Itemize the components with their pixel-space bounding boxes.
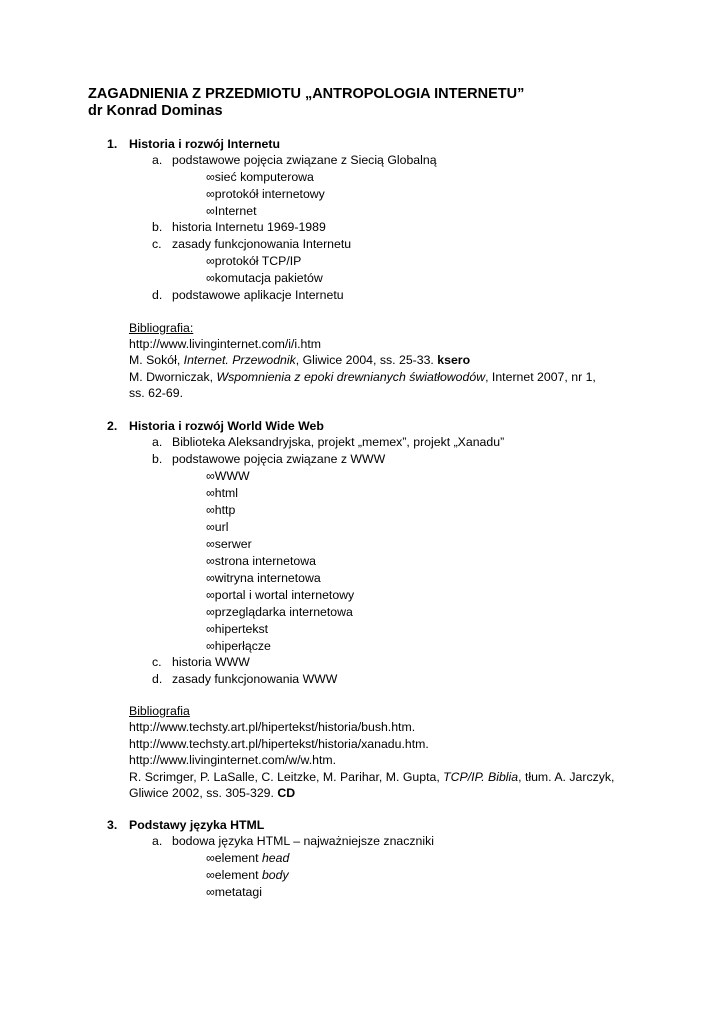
infinity-bullet-icon: ∞ — [206, 588, 215, 602]
document-title: ZAGADNIENIA Z PRZEDMIOTU „ANTROPOLOGIA INTERNETU” — [88, 86, 525, 102]
document-author: dr Konrad Dominas — [88, 103, 223, 119]
infinity-bullet-icon: ∞ — [206, 271, 215, 285]
infinity-bullet-icon: ∞ — [206, 571, 215, 585]
list-item: ∞komutacja pakietów — [206, 271, 323, 285]
infinity-bullet-icon: ∞ — [206, 868, 215, 882]
item-label: b. — [152, 452, 163, 466]
item-label: c. — [152, 237, 162, 251]
infinity-bullet-icon: ∞ — [206, 885, 215, 899]
bibliography-link[interactable]: http://www.livinginternet.com/i/i.htm — [129, 337, 322, 351]
section-number: 2. — [107, 419, 118, 433]
bibliography-link[interactable]: http://www.techsty.art.pl/hipertekst/historia/bush.htm. — [129, 720, 416, 734]
item-text: historia Internetu 1969-1989 — [172, 220, 326, 234]
list-item: ∞strona internetowa — [206, 554, 316, 568]
list-item: ∞html — [206, 486, 239, 500]
infinity-bullet-icon: ∞ — [206, 486, 215, 500]
item-text: zasady funkcjonowania Internetu — [172, 237, 352, 251]
item-text: podstawowe pojęcia związane z WWW — [172, 452, 386, 466]
list-item: ∞serwer — [206, 537, 252, 551]
bibliography-entry-continued: Gliwice 2002, ss. 305-329. CD — [129, 786, 296, 800]
item-text: zasady funkcjonowania WWW — [172, 672, 338, 686]
infinity-bullet-icon: ∞ — [206, 204, 215, 218]
list-item: ∞element head — [206, 851, 290, 865]
list-item: ∞WWW — [206, 469, 250, 483]
item-label: d. — [152, 672, 163, 686]
item-label: a. — [152, 834, 163, 848]
item-text: Biblioteka Aleksandryjska, projekt „memex”, projekt „Xanadu” — [172, 435, 505, 449]
list-item: ∞metatagi — [206, 885, 262, 899]
infinity-bullet-icon: ∞ — [206, 503, 215, 517]
list-item: ∞element body — [206, 868, 289, 882]
section-number: 1. — [107, 137, 118, 151]
infinity-bullet-icon: ∞ — [206, 520, 215, 534]
item-text: podstawowe pojęcia związane z Siecią Globalną — [172, 153, 437, 167]
item-label: c. — [152, 655, 162, 669]
infinity-bullet-icon: ∞ — [206, 851, 215, 865]
list-item: ∞http — [206, 503, 236, 517]
bibliography-link[interactable]: http://www.techsty.art.pl/hipertekst/historia/xanadu.htm. — [129, 737, 429, 751]
item-label: a. — [152, 435, 163, 449]
bibliography-link[interactable]: http://www.livinginternet.com/w/w.htm. — [129, 753, 337, 767]
section-title: Podstawy języka HTML — [129, 818, 265, 832]
list-item: ∞przeglądarka internetowa — [206, 605, 353, 619]
infinity-bullet-icon: ∞ — [206, 622, 215, 636]
item-label: d. — [152, 288, 163, 302]
list-item: ∞portal i wortal internetowy — [206, 588, 355, 602]
list-item: ∞protokół TCP/IP — [206, 254, 302, 268]
infinity-bullet-icon: ∞ — [206, 605, 215, 619]
item-label: b. — [152, 220, 163, 234]
item-text: historia WWW — [172, 655, 250, 669]
bibliography-entry: M. Sokół, Internet. Przewodnik, Gliwice 2004, ss. 25-33. ksero — [129, 353, 471, 367]
infinity-bullet-icon: ∞ — [206, 170, 215, 184]
bibliography-entry-continued: ss. 62-69. — [129, 386, 183, 400]
infinity-bullet-icon: ∞ — [206, 537, 215, 551]
bibliography-heading: Bibliografia — [129, 704, 190, 718]
bibliography-heading: Bibliografia: — [129, 321, 194, 335]
list-item: ∞hipertekst — [206, 622, 269, 636]
list-item: ∞sieć komputerowa — [206, 170, 314, 184]
item-text: bodowa języka HTML – najważniejsze znaczniki — [172, 834, 434, 848]
list-item: ∞Internet — [206, 204, 257, 218]
section-number: 3. — [107, 818, 118, 832]
list-item: ∞witryna internetowa — [206, 571, 321, 585]
infinity-bullet-icon: ∞ — [206, 469, 215, 483]
infinity-bullet-icon: ∞ — [206, 639, 215, 653]
infinity-bullet-icon: ∞ — [206, 554, 215, 568]
bibliography-entry: R. Scrimger, P. LaSalle, C. Leitzke, M. Parihar, M. Gupta, TCP/IP. Biblia, tłum. A. Jarczyk, — [129, 770, 615, 784]
section-title: Historia i rozwój World Wide Web — [129, 419, 324, 433]
item-text: podstawowe aplikacje Internetu — [172, 288, 344, 302]
list-item: ∞url — [206, 520, 229, 534]
section-title: Historia i rozwój Internetu — [129, 137, 280, 151]
list-item: ∞protokół internetowy — [206, 187, 325, 201]
infinity-bullet-icon: ∞ — [206, 254, 215, 268]
infinity-bullet-icon: ∞ — [206, 187, 215, 201]
bibliography-entry: M. Dworniczak, Wspomnienia z epoki drewnianych światłowodów, Internet 2007, nr 1, — [129, 370, 596, 384]
list-item: ∞hiperłącze — [206, 639, 271, 653]
item-label: a. — [152, 153, 163, 167]
